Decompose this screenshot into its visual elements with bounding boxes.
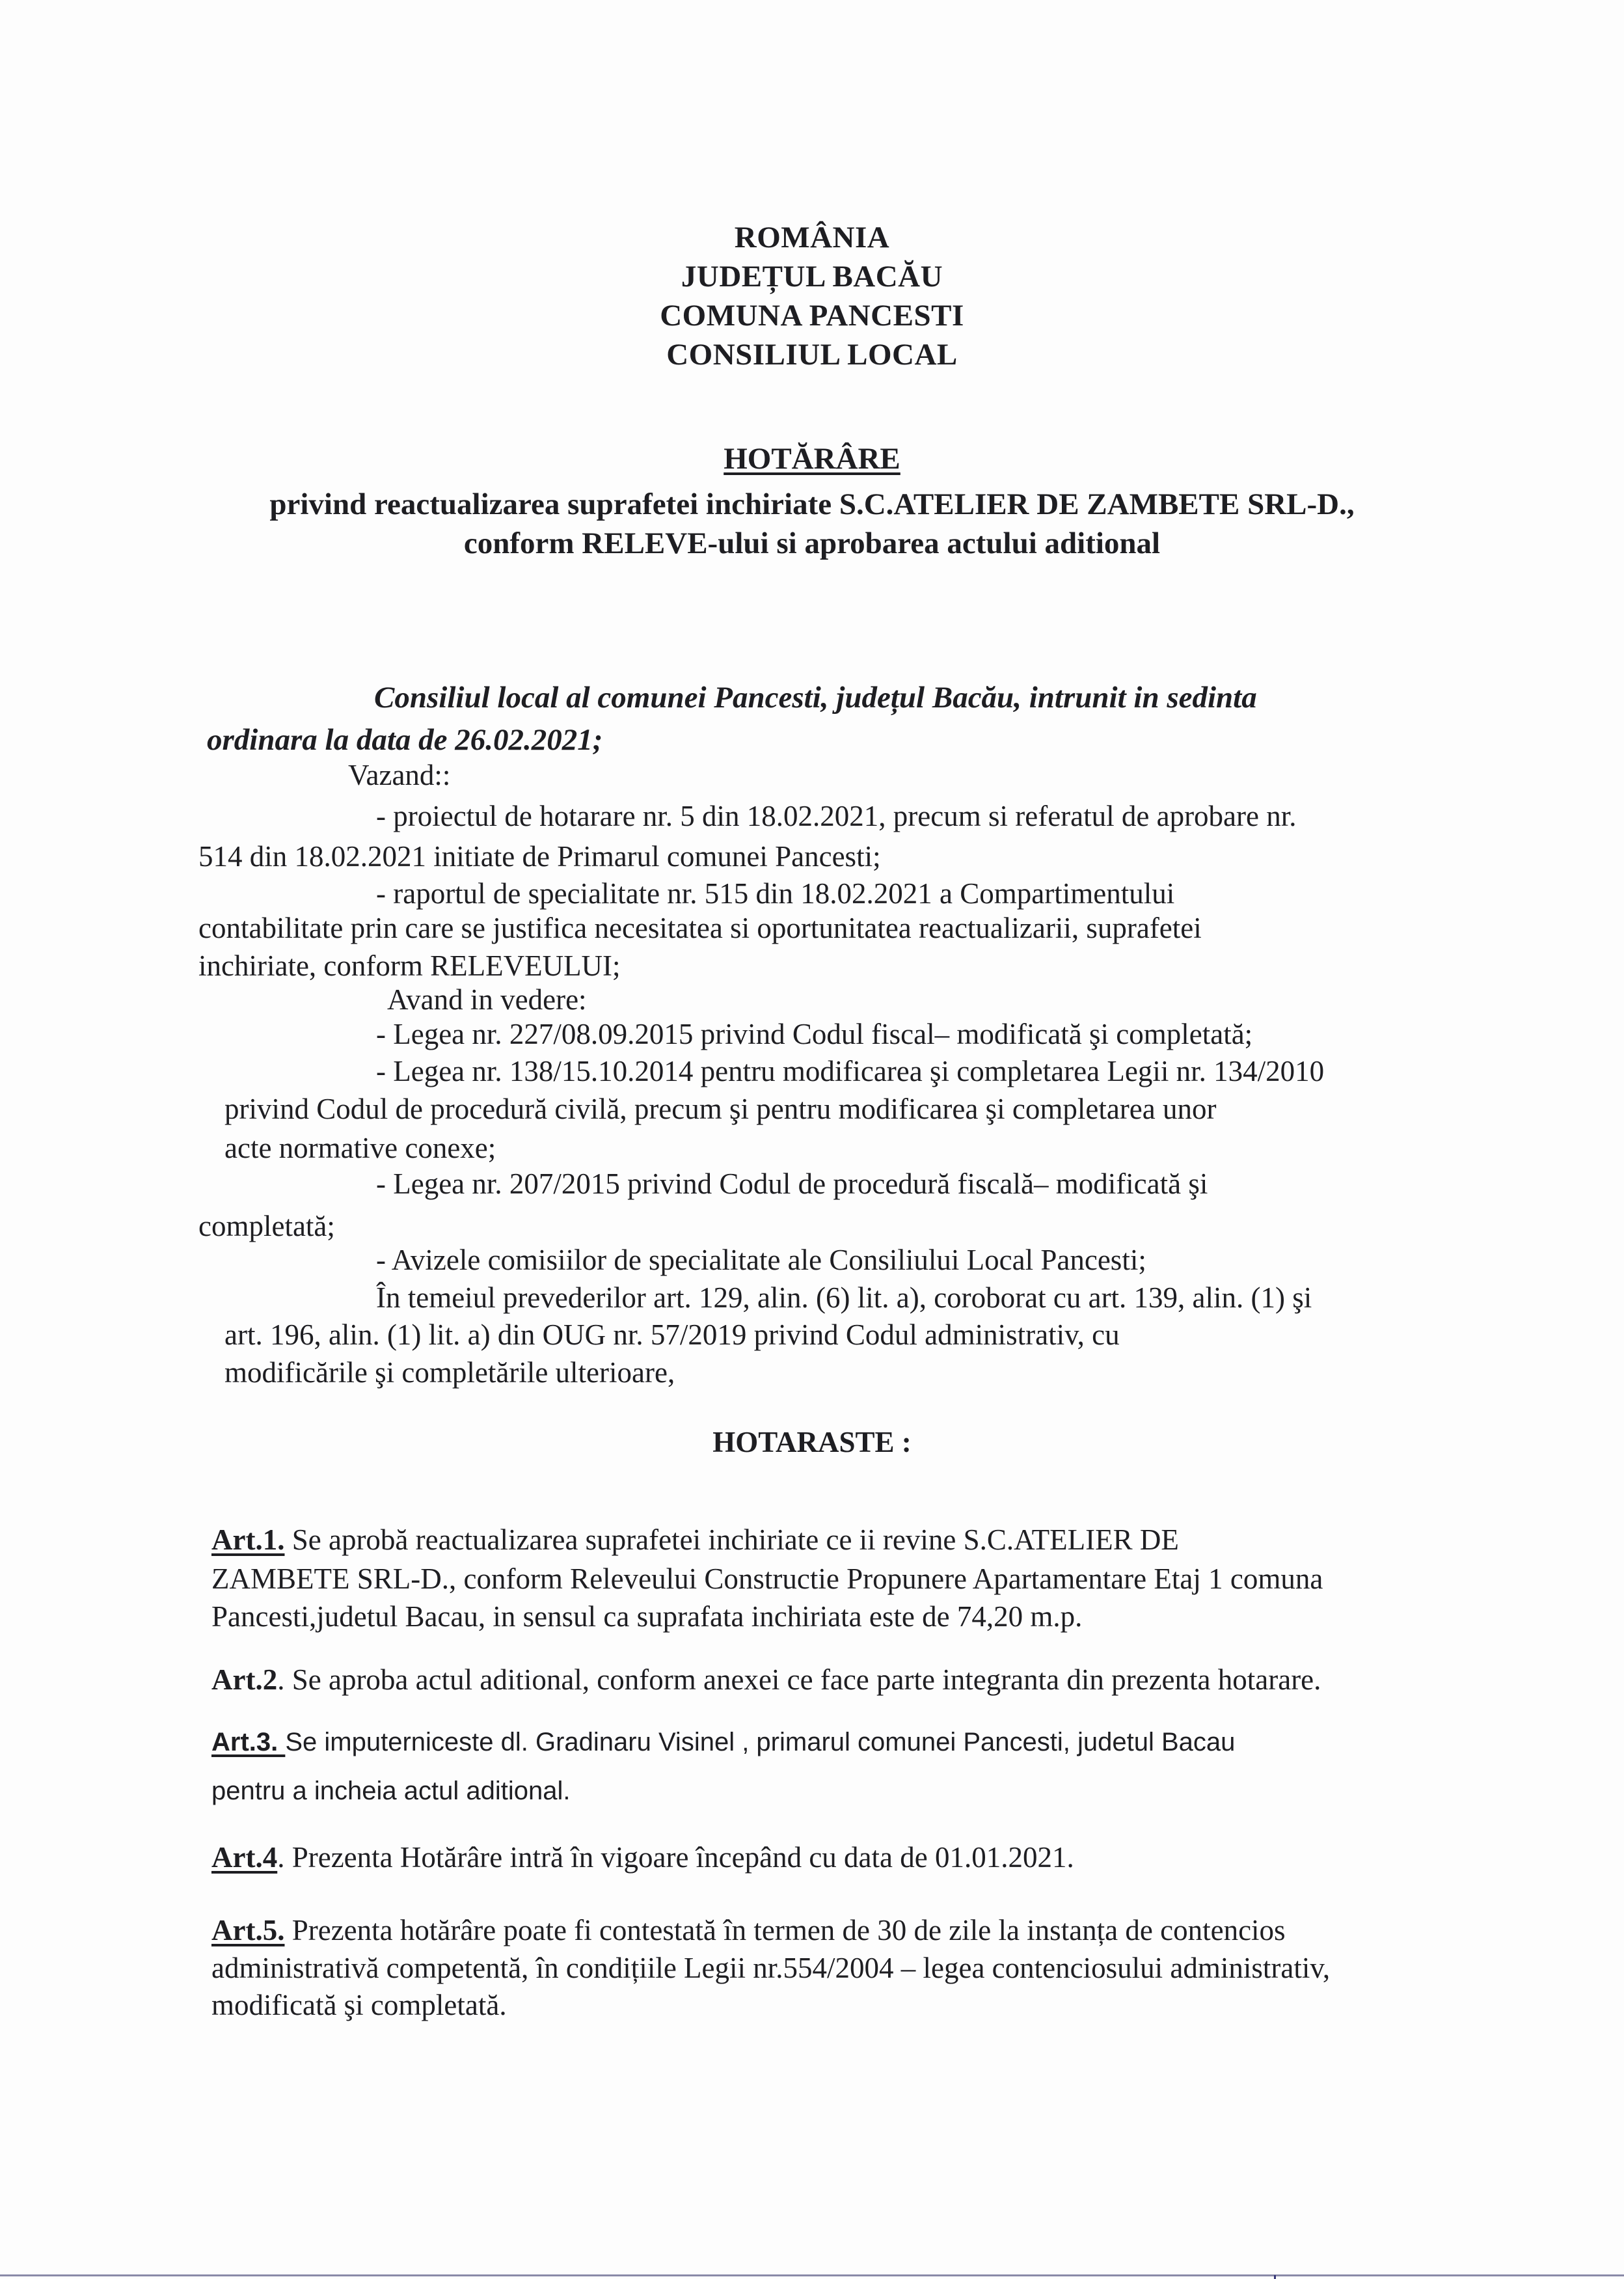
article-1-line2: ZAMBETE SRL-D., conform Releveului Constructie Propunere Apartamentare Etaj 1 comuna (211, 1563, 1323, 1595)
law-item: modificările şi completările ulterioare, (224, 1356, 675, 1389)
preamble-item: inchiriate, conform RELEVEULUI; (198, 949, 621, 982)
article-text: Se imputerniceste dl. Gradinaru Visinel , primarul comunei Pancesti, judetul Bacau (285, 1728, 1236, 1756)
article-text: . Prezenta Hotărâre intră în vigoare începând cu data de 01.01.2021. (277, 1841, 1074, 1874)
decision-heading: HOTARASTE : (712, 1426, 912, 1458)
title-subtitle-line2: conform RELEVE-ului si aprobarea actului aditional (463, 526, 1161, 560)
article-1 (211, 1523, 1179, 1557)
article-label: Art.5. (211, 1914, 285, 1946)
article-3-line2: pentru a incheia actul aditional. (211, 1777, 571, 1805)
law-item: privind Codul de procedură civilă, precum şi pentru modificarea şi completarea unor (224, 1093, 1217, 1125)
article-text: Prezenta hotărâre poate fi contestată în termen de 30 de zile la instanța de contencios (284, 1914, 1286, 1946)
scan-edge-line (0, 2274, 1624, 2276)
header-commune: COMUNA PANCESTI (660, 299, 964, 333)
law-item: - Legea nr. 138/15.10.2014 pentru modificarea şi completarea Legii nr. 134/2010 (376, 1055, 1325, 1087)
preamble-item: contabilitate prin care se justifica necesitatea si oportunitatea reactualizarii, suprafetei (198, 912, 1202, 944)
title-heading: HOTĂRÂRE (724, 442, 900, 476)
article-5 (211, 1913, 1286, 1947)
article-5-line3: modificată şi completată. (211, 1989, 507, 2021)
header-council: CONSILIUL LOCAL (666, 338, 958, 372)
law-item: completată; (198, 1210, 335, 1242)
preamble-item: 514 din 18.02.2021 initiate de Primarul comunei Pancesti; (198, 840, 881, 873)
scan-edge-tick (1274, 2275, 1276, 2279)
law-item: - Avizele comisiilor de specialitate ale Consiliului Local Pancesti; (376, 1244, 1146, 1276)
article-text: Se aprobă reactualizarea suprafetei inchiriate ce ii revine S.C.ATELIER DE (284, 1523, 1179, 1556)
law-item: acte normative conexe; (224, 1132, 496, 1164)
preamble-intro-line1: Consiliul local al comunei Pancesti, județul Bacău, intrunit in sedinta (374, 681, 1257, 715)
law-item: În temeiul prevederilor art. 129, alin. (6) lit. a), coroborat cu art. 139, alin. (1) şi (376, 1281, 1312, 1314)
preamble-vazand: Vazand:: (348, 759, 451, 791)
article-label: Art.3. (211, 1728, 286, 1756)
article-text: . Se aproba actul aditional, conform anexei ce face parte integranta din prezenta hotarare. (277, 1663, 1321, 1696)
article-5-line2: administrativă competentă, în condițiile Legii nr.554/2004 – legea contenciosului administrativ, (211, 1952, 1331, 1984)
law-item: art. 196, alin. (1) lit. a) din OUG nr. 57/2019 privind Codul administrativ, cu (224, 1318, 1120, 1351)
law-item: - Legea nr. 207/2015 privind Codul de procedură fiscală– modificată şi (376, 1167, 1208, 1200)
header-county: JUDEȚUL BACĂU (681, 260, 943, 293)
article-label: Art.2 (211, 1663, 278, 1696)
preamble-avand: Avand in vedere: (387, 983, 587, 1016)
article-label: Art.1. (211, 1523, 285, 1556)
article-2 (211, 1663, 1321, 1697)
article-1-line3: Pancesti,judetul Bacau, in sensul ca suprafata inchiriata este de 74,20 m.p. (211, 1600, 1083, 1633)
article-label: Art.4 (211, 1841, 278, 1874)
preamble-item: - proiectul de hotarare nr. 5 din 18.02.2021, precum si referatul de aprobare nr. (376, 800, 1297, 832)
header-country: ROMÂNIA (734, 221, 890, 254)
law-item: - Legea nr. 227/08.09.2015 privind Codul fiscal– modificată şi completată; (376, 1018, 1253, 1050)
article-4 (211, 1840, 1074, 1874)
article-3 (211, 1728, 1235, 1757)
title-subtitle-line1: privind reactualizarea suprafetei inchiriate S.C.ATELIER DE ZAMBETE SRL-D., (269, 487, 1355, 521)
preamble-item: - raportul de specialitate nr. 515 din 18.02.2021 a Compartimentului (376, 877, 1175, 910)
document-title (0, 441, 1624, 476)
preamble-intro-line2: ordinara la data de 26.02.2021; (207, 723, 603, 757)
